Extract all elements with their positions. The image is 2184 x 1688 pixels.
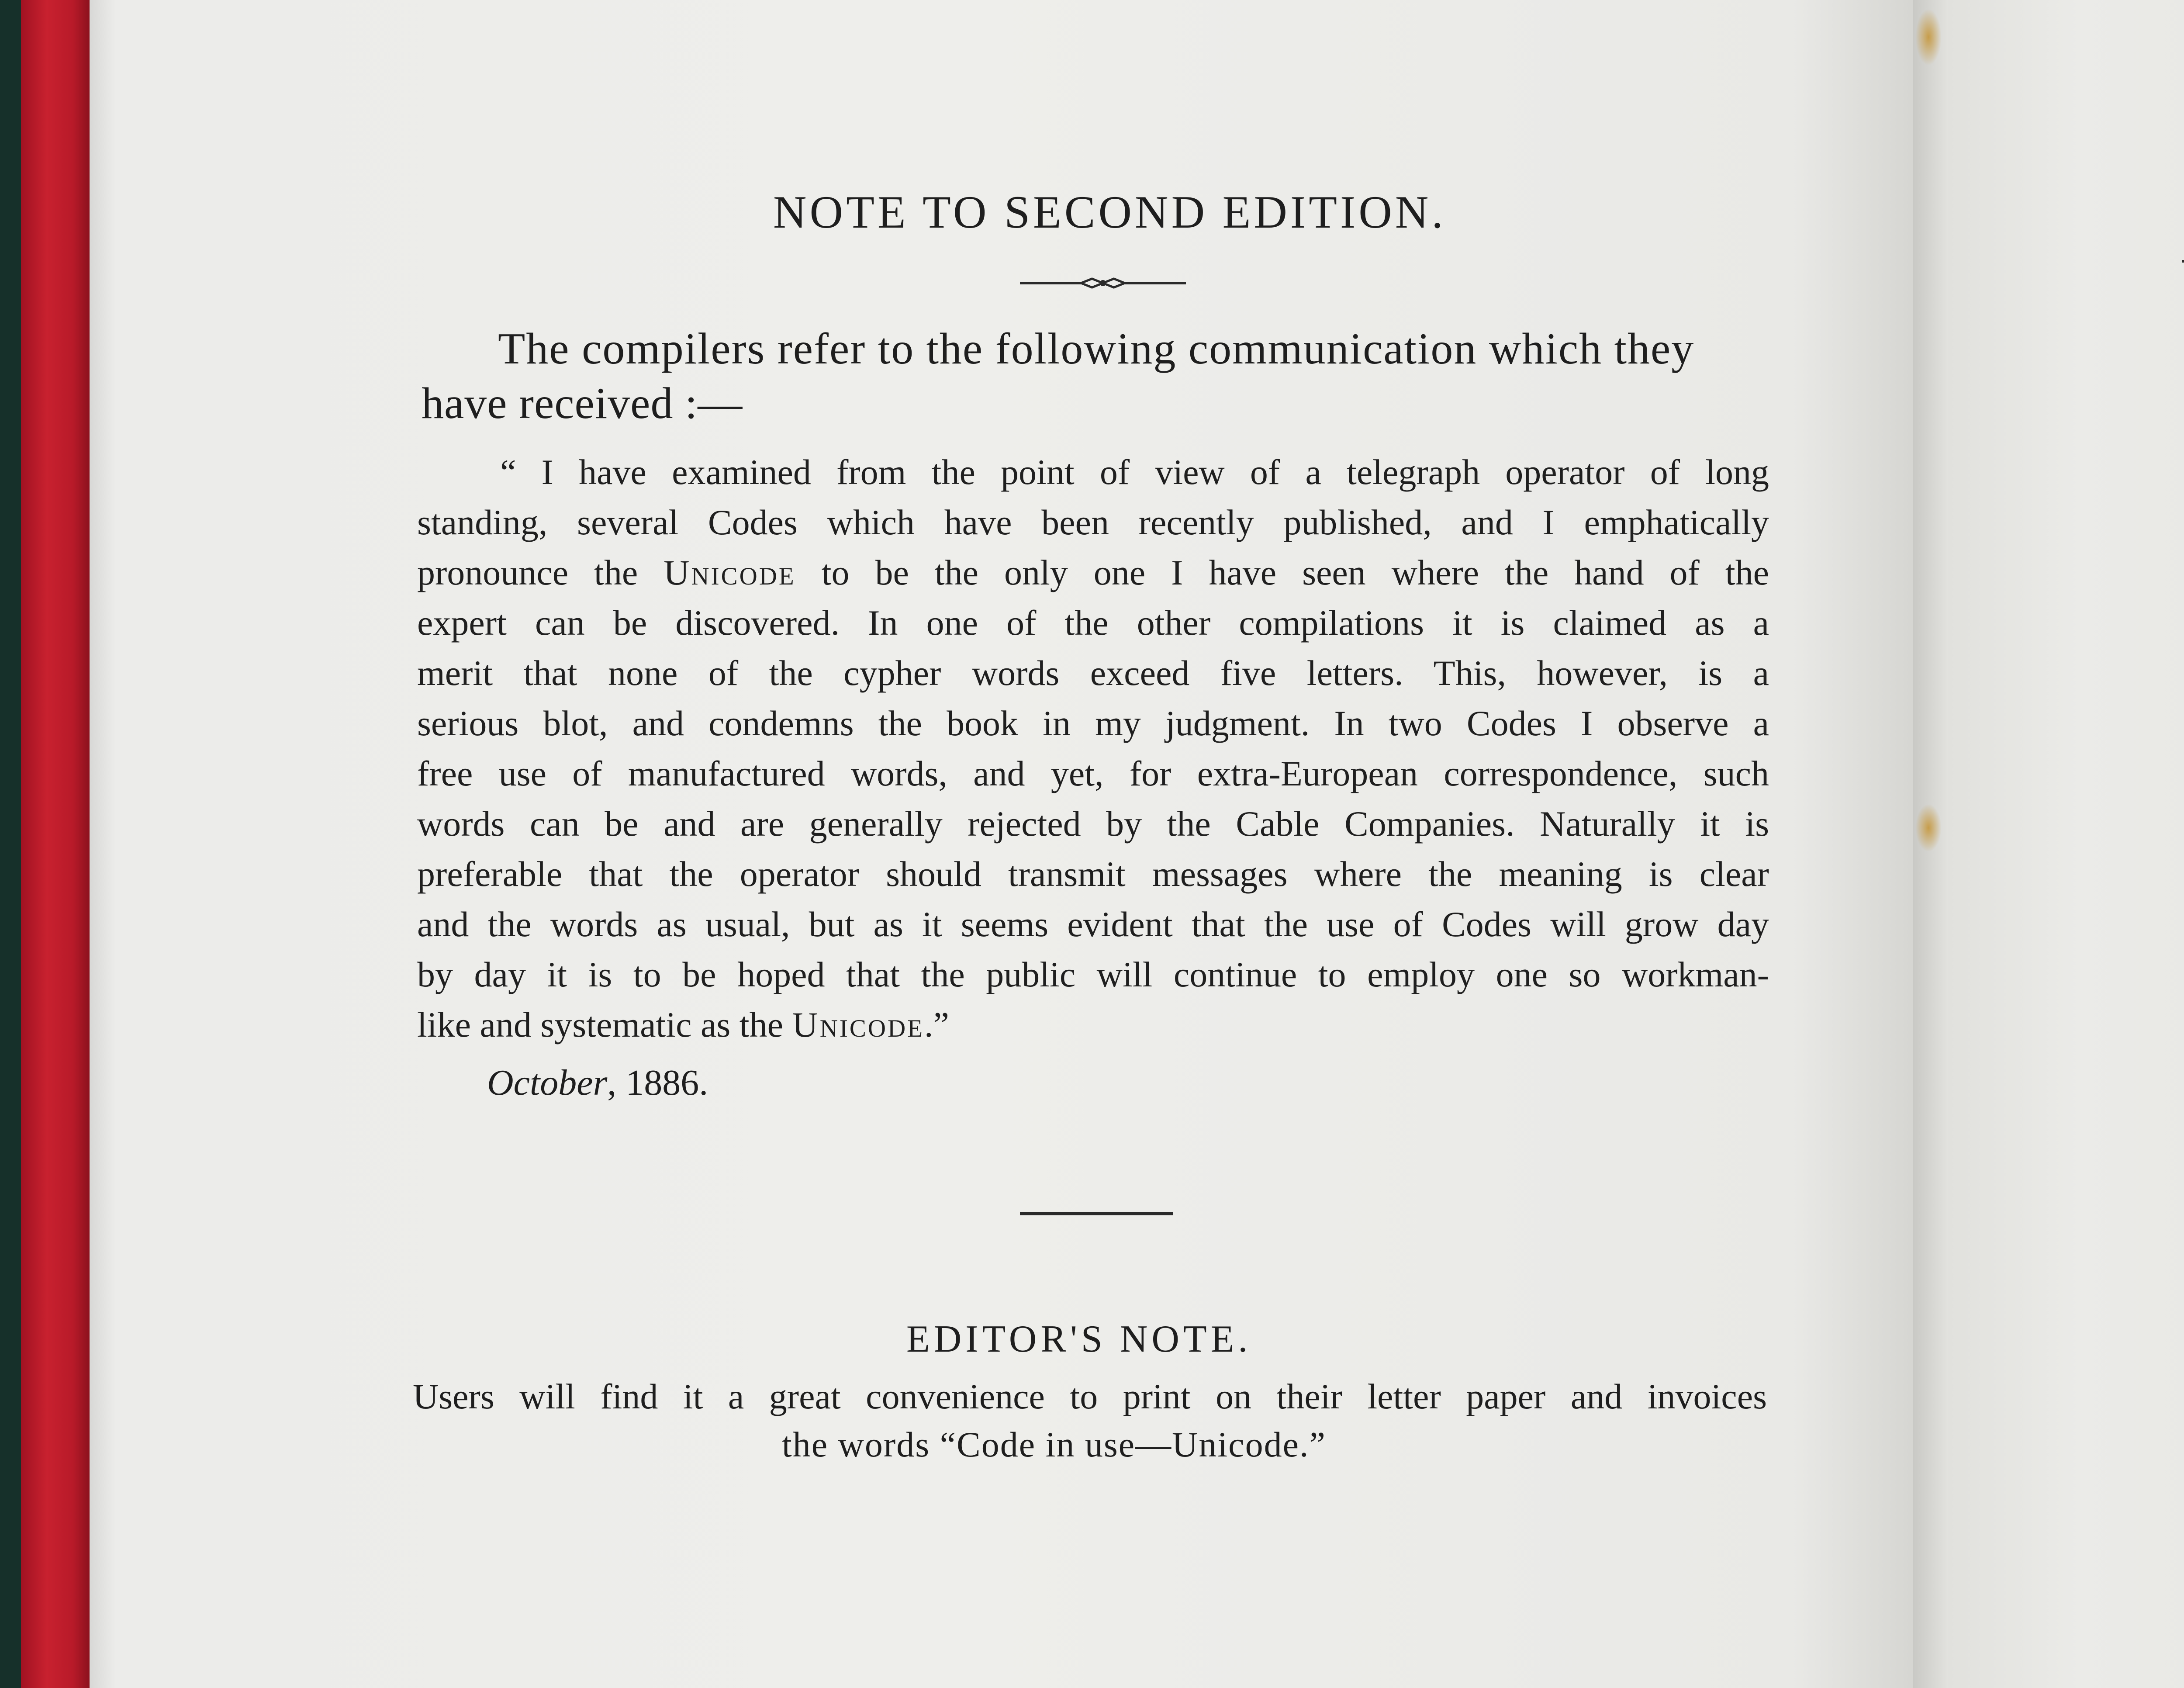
quote-line: expert can be discovered. In one of the other compilations it is claimed as a [417,603,1769,643]
foxing-stain [1915,804,1942,852]
decorative-rule-ornament [1020,274,1186,292]
red-book-binding [21,0,95,1688]
quote-text: .” [924,1005,949,1045]
quote-line: and the words as usual, but as it seems evident that the use of Codes will grow day [417,904,1769,944]
quote-text: pronounce the [417,553,664,592]
right-page-rule [2182,260,2184,263]
quote-line: merit that none of the cypher words exceed five letters. This, however, is a [417,653,1769,693]
quote-line: preferable that the operator should transmit messages where the meaning is clear [417,854,1769,894]
quote-line: words can be and are generally rejected by the Cable Companies. Naturally it is [417,804,1769,844]
date-year: , 1886. [607,1062,708,1103]
quote-text: like and systematic as the [417,1005,792,1045]
quote-line [417,555,1769,591]
intro-line-1: The compilers refer to the following communication which they [498,324,1695,374]
quote-line: standing, several Codes which have been recently published, and I emphatically [417,502,1769,542]
editors-note-title: EDITOR'S NOTE. [906,1318,1252,1360]
unicode-name: Unicode [792,1005,925,1045]
quote-line: “ I have examined from the point of view of a telegraph operator of long [500,452,1769,492]
intro-line-2: have received :— [422,379,743,428]
date-month: October [487,1062,608,1103]
quote-line [417,1007,949,1043]
date-line [487,1062,708,1104]
unicode-name: Unicode [663,553,796,592]
quote-line: serious blot, and condemns the book in my judgment. In two Codes I observe a [417,703,1769,743]
editors-note-line-1: Users will find it a great convenience to print on their letter paper and invoices [413,1377,1767,1416]
quote-line: by day it is to be hoped that the public will continue to employ one so workman- [417,955,1769,994]
foxing-stain [1915,9,1942,66]
section-divider [1020,1212,1173,1215]
quote-line: free use of manufactured words, and yet, for extra-European correspondence, such [417,754,1769,793]
quote-text: to be the only one I have seen where the hand of the [795,553,1769,592]
page-heading: NOTE TO SECOND EDITION. [773,187,1446,238]
right-page [1948,0,2184,1688]
editors-note-line-2: the words “Code in use—Unicode.” [782,1425,1326,1464]
